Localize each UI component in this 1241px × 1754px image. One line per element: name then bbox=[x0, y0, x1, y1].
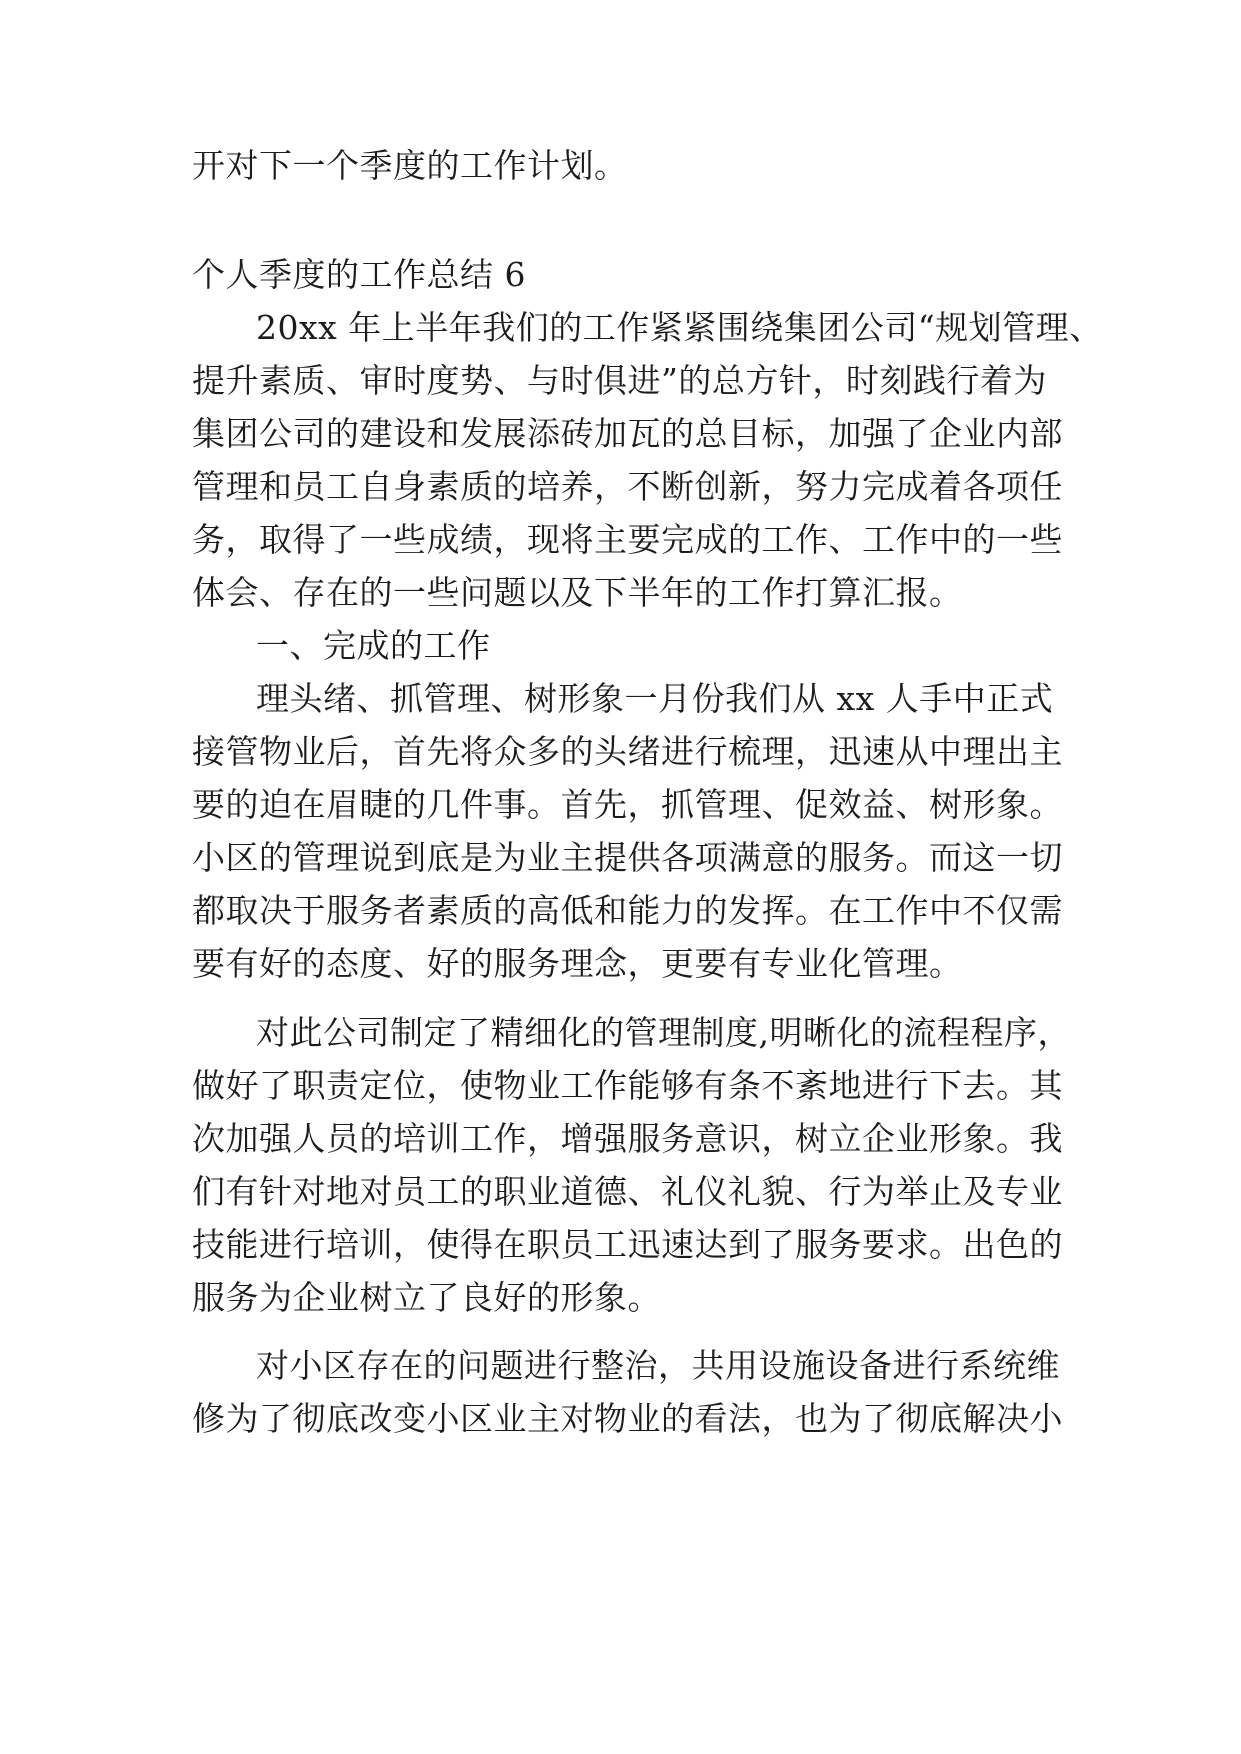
paragraph-1-line: 务，取得了一些成绩，现将主要完成的工作、工作中的一些 bbox=[192, 520, 1063, 559]
paragraph-3-line: 对此公司制定了精细化的管理制度,明晰化的流程程序， bbox=[256, 1013, 1071, 1052]
paragraph-3-line: 技能进行培训，使得在职员工迅速达到了服务要求。出色的 bbox=[192, 1225, 1063, 1264]
paragraph-1-line: 体会、存在的一些问题以及下半年的工作打算汇报。 bbox=[192, 573, 963, 612]
paragraph-2-line: 理头绪、抓管理、树形象一月份我们从 xx 人手中正式 bbox=[256, 679, 1054, 718]
paragraph-2-line: 要有好的态度、好的服务理念，更要有专业化管理。 bbox=[192, 944, 963, 983]
paragraph-2-line: 要的迫在眉睫的几件事。首先，抓管理、促效益、树形象。 bbox=[192, 785, 1063, 824]
paragraph-3-line: 次加强人员的培训工作，增强服务意识，树立企业形象。我 bbox=[192, 1119, 1063, 1158]
paragraph-1-line: 集团公司的建设和发展添砖加瓦的总目标，加强了企业内部 bbox=[192, 414, 1063, 453]
paragraph-3-line: 做好了职责定位，使物业工作能够有条不紊地进行下去。其 bbox=[192, 1066, 1063, 1105]
paragraph-3-line: 服务为企业树立了良好的形象。 bbox=[192, 1278, 661, 1317]
heading-1: 一、完成的工作 bbox=[256, 626, 491, 665]
paragraph-2-line: 小区的管理说到底是为业主提供各项满意的服务。而这一切 bbox=[192, 838, 1063, 877]
paragraph-4-line: 修为了彻底改变小区业主对物业的看法，也为了彻底解决小 bbox=[192, 1399, 1063, 1438]
continuation-line: 开对下一个季度的工作计划。 bbox=[192, 146, 628, 185]
paragraph-1-line: 20xx 年上半年我们的工作紧紧围绕集团公司“规划管理、 bbox=[256, 308, 1103, 347]
paragraph-2-line: 接管物业后，首先将众多的头绪进行梳理，迅速从中理出主 bbox=[192, 732, 1063, 771]
paragraph-2-line: 都取决于服务者素质的高低和能力的发挥。在工作中不仅需 bbox=[192, 891, 1063, 930]
paragraph-1-line: 提升素质、审时度势、与时俱进”的总方针，时刻践行着为 bbox=[192, 361, 1047, 400]
paragraph-3-line: 们有针对地对员工的职业道德、礼仪礼貌、行为举止及专业 bbox=[192, 1172, 1063, 1211]
paragraph-1-line: 管理和员工自身素质的培养，不断创新，努力完成着各项任 bbox=[192, 467, 1063, 506]
paragraph-4-line: 对小区存在的问题进行整治，共用设施设备进行系统维 bbox=[256, 1346, 1060, 1385]
section-title: 个人季度的工作总结 6 bbox=[192, 255, 526, 294]
